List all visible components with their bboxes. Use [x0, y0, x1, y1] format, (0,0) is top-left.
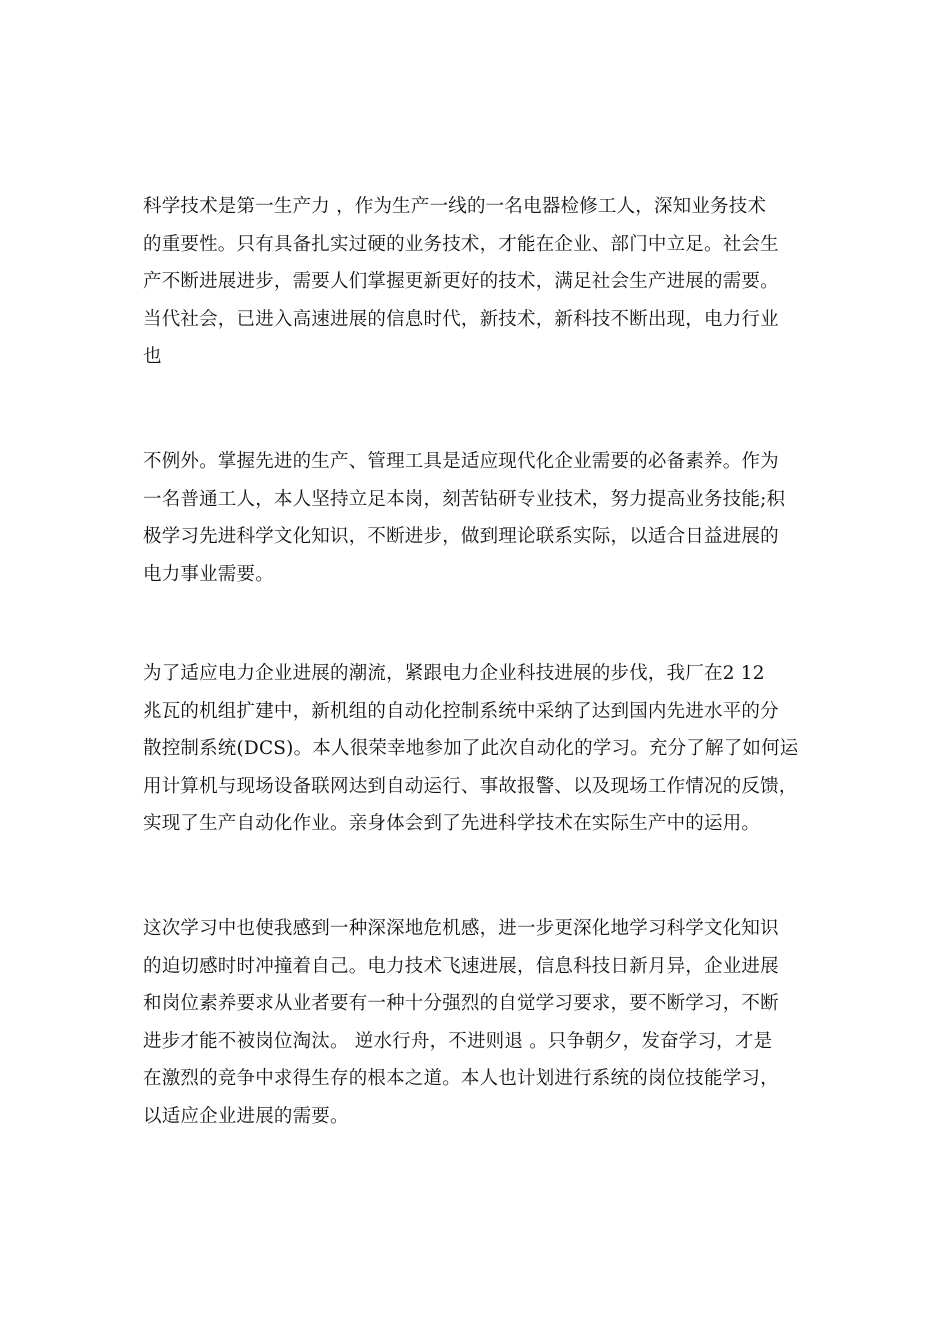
paragraph-line: 兆瓦的机组扩建中，新机组的自动化控制系统中采纳了达到国内先进水平的分	[143, 700, 779, 722]
paragraph-line: 以适应企业进展的需要。	[143, 1105, 349, 1127]
paragraph-line: 的迫切感时时冲撞着自己。电力技术飞速进展，信息科技日新月异，企业进展	[143, 955, 779, 977]
paragraph-3	[143, 655, 808, 843]
paragraph-line: 极学习先进科学文化知识，不断进步，做到理论联系实际，以适合日益进展的	[143, 526, 779, 547]
paragraph-line: 散控制系统(DCS)。本人很荣幸地参加了此次自动化的学习。充分了解了如何运	[143, 738, 799, 759]
paragraph-line: 不例外。掌握先进的生产、管理工具是适应现代化企业需要的必备素养。作为	[143, 451, 779, 472]
paragraph-line: 进步才能不被岗位淘汰。 逆水行舟，不进则退 。只争朝夕，发奋学习，才是	[143, 1030, 773, 1052]
paragraph-line: 用计算机与现场设备联网达到自动运行、事故报警、以及现场工作情况的反馈，	[143, 775, 798, 797]
paragraph-line: 一名普通工人，本人坚持立足本岗，刻苦钻研专业技术，努力提高业务技能;积	[143, 488, 786, 510]
paragraph-line: 在激烈的竞争中求得生存的根本之道。本人也计划进行系统的岗位技能学习，	[143, 1068, 779, 1089]
paragraph-line: 产不断进展进步，需要人们掌握更新更好的技术，满足社会生产进展的需要。	[143, 271, 779, 292]
paragraph-line: 当代社会，已进入高速进展的信息时代，新技术，新科技不断出现，电力行业	[143, 308, 779, 330]
paragraph-line: 也	[143, 346, 162, 367]
paragraph-line: 实现了生产自动化作业。亲身体会到了先进科学技术在实际生产中的运用。	[143, 813, 761, 834]
paragraph-line: 和岗位素养要求从业者要有一种十分强烈的自觉学习要求，要不断学习，不断	[143, 993, 779, 1014]
paragraph-line: 电力事业需要。	[143, 563, 274, 585]
paragraph-line: 科学技术是第一生产力 ，作为生产一线的一名电器检修工人，深知业务技术	[143, 196, 767, 217]
paragraph-1	[143, 188, 808, 376]
paragraph-line: 的重要性。只有具备扎实过硬的业务技术，才能在企业、部门中立足。社会生	[143, 233, 779, 255]
paragraph-line: 为了适应电力企业进展的潮流，紧跟电力企业科技进展的步伐，我厂在2 12	[143, 663, 765, 684]
paragraph-2	[143, 443, 808, 593]
paragraph-4	[143, 910, 808, 1135]
paragraph-line: 这次学习中也使我感到一种深深地危机感，进一步更深化地学习科学文化知识	[143, 918, 779, 939]
